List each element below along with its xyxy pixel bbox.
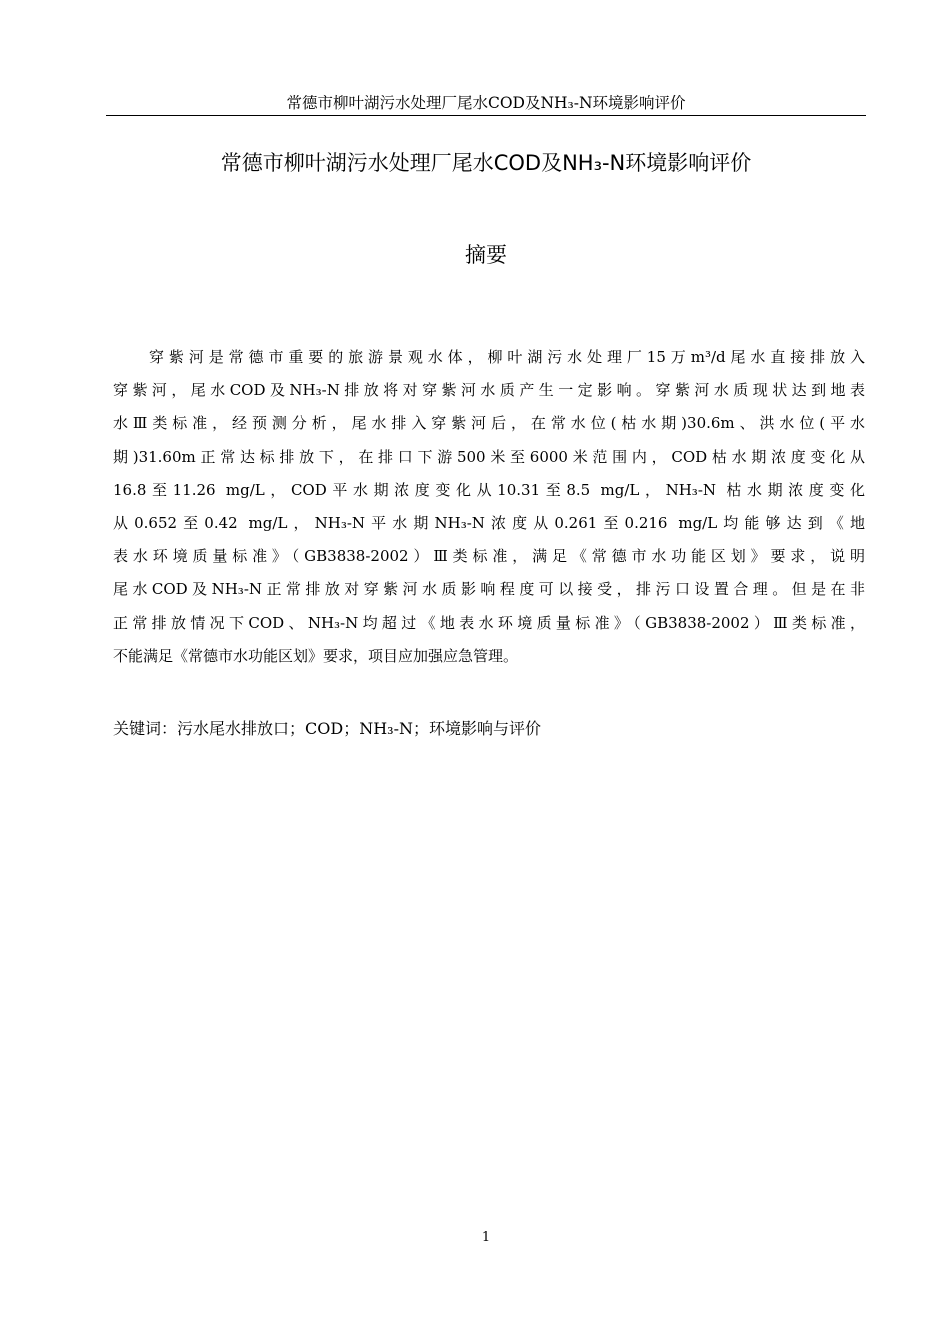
document-title: 常德市柳叶湖污水处理厂尾水COD及NH₃-N环境影响评价: [220, 151, 752, 175]
abstract-line: 穿紫河，尾水COD及NH₃-N排放将对穿紫河水质产生一定影响。穿紫河水质现状达到地表: [113, 381, 865, 400]
abstract-body: [113, 341, 865, 673]
header-rule: [106, 115, 866, 116]
abstract-line: 穿紫河是常德市重要的旅游景观水体，柳叶湖污水处理厂15万m³/d尾水直接排放入: [149, 348, 865, 366]
abstract-line: 水Ⅲ类标准，经预测分析，尾水排入穿紫河后，在常水位(枯水期)30.6m、洪水位(平水: [113, 414, 865, 433]
abstract-heading: 摘要: [465, 243, 507, 267]
abstract-line: 期)31.60m正常达标排放下，在排口下游500米至6000米范围内，COD枯水期浓度变化从: [113, 447, 865, 466]
abstract-line: 尾水COD及NH₃-N正常排放对穿紫河水质影响程度可以接受，排污口设置合理。但是在非: [113, 580, 865, 599]
abstract-line: 从0.652至0.42 mg/L，NH₃-N平水期NH₃-N浓度从0.261至0.216 mg/L均能够达到《地: [113, 513, 865, 532]
abstract-line: 正常排放情况下COD、NH₃-N均超过《地表水环境质量标准》（GB3838-2002）Ⅲ类标准，: [113, 613, 865, 632]
abstract-line: 不能满足《常德市水功能区划》要求，项目应加强应急管理。: [113, 646, 519, 665]
abstract-line: 表水环境质量标准》（GB3838-2002）Ⅲ类标准，满足《常德市水功能区划》要求，说明: [113, 547, 865, 566]
keywords-text: 污水尾水排放口；COD；NH₃-N；环境影响与评价: [177, 719, 541, 738]
keywords-label: 关键词：: [113, 719, 178, 738]
abstract-line: 16.8至11.26 mg/L，COD平水期浓度变化从10.31至8.5 mg/L，NH₃-N 枯水期浓度变化: [113, 480, 865, 499]
running-header: 常德市柳叶湖污水处理厂尾水COD及NH₃-N环境影响评价: [286, 94, 686, 112]
keywords: [113, 715, 541, 743]
page-number: 1: [481, 1230, 491, 1245]
